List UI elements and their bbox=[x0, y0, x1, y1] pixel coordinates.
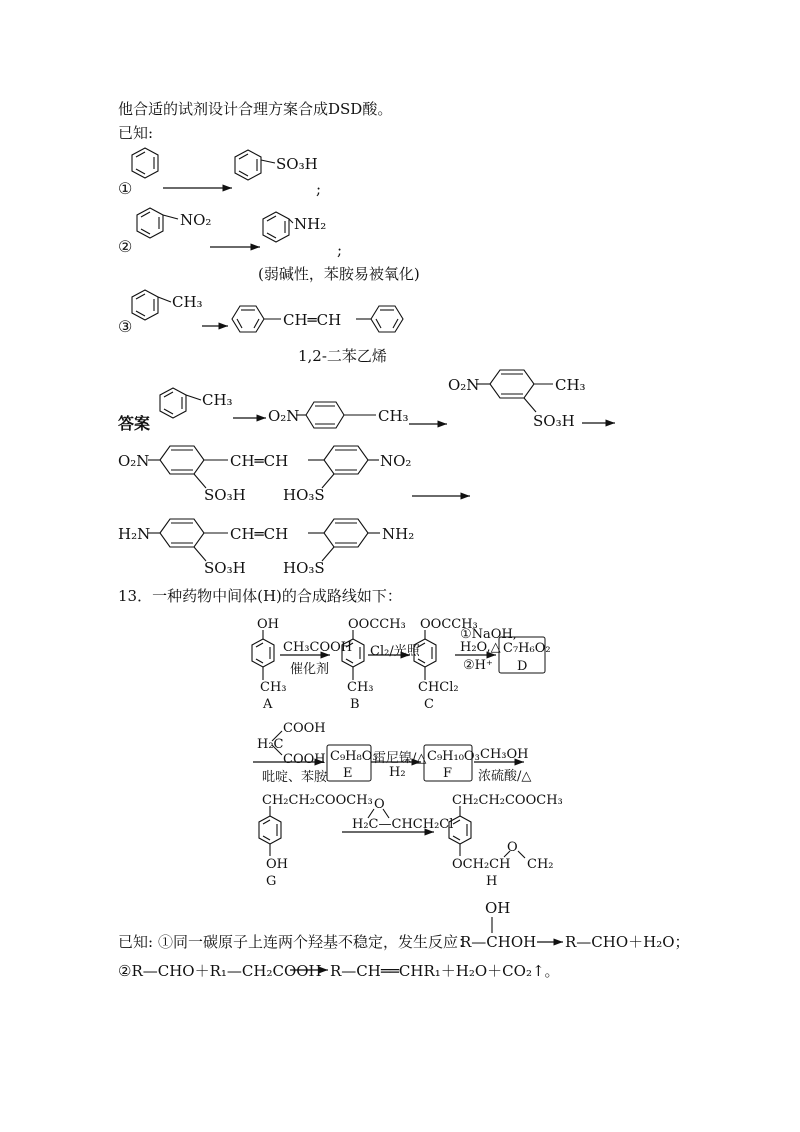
known2-item2-left: ②R—CHO＋R₁—CH₂COOH bbox=[118, 962, 322, 980]
known-1-benzene-product bbox=[235, 150, 275, 180]
q13-row2-arrow3-above: CH₃OH bbox=[480, 747, 529, 762]
answer-step5-sub-left: SO₃H bbox=[204, 559, 246, 577]
q13-B-bottom: CH₃ bbox=[347, 680, 374, 695]
answer-toluene bbox=[160, 388, 201, 418]
q13-F-formula: C₉H₁₀O₃ bbox=[427, 749, 480, 764]
known2-label: 已知: bbox=[118, 933, 154, 951]
q13-row2-arrow2-above: 雷尼镍/△ bbox=[373, 751, 427, 766]
known-2-end: ; bbox=[337, 241, 343, 259]
known-1-marker: ① bbox=[118, 179, 133, 198]
answer-step3-sub: SO₃H bbox=[533, 412, 575, 430]
q13-G-top: CH₂CH₂COOCH₃ bbox=[262, 793, 373, 808]
q13-row3-reagent-epoxide bbox=[368, 809, 389, 818]
q13-C-top: OOCCH₃ bbox=[420, 617, 478, 632]
q13-G-bottom: OH bbox=[266, 857, 288, 872]
q13-F-name: F bbox=[443, 766, 453, 781]
q13-A-name: A bbox=[263, 697, 273, 712]
known-3-toluene bbox=[132, 290, 171, 320]
known2-item1-formula: R—CHOH bbox=[460, 933, 537, 951]
known-3-marker: ③ bbox=[118, 317, 133, 336]
q13-H-bottom-end: CH₂ bbox=[527, 857, 554, 872]
q13-arrow2-above: Cl₂/光照 bbox=[370, 644, 420, 659]
known2-item1-text: ①同一碳原子上连两个羟基不稳定，发生反应： bbox=[158, 933, 474, 951]
q13-malonic-top: COOH bbox=[283, 721, 326, 736]
answer-step1-group: CH₃ bbox=[202, 391, 233, 409]
known-2-aniline bbox=[263, 212, 293, 242]
q13-B-ring bbox=[342, 630, 364, 680]
q13-malonic-acid bbox=[272, 731, 282, 755]
known-3-product-link: CH═CH bbox=[283, 311, 342, 329]
q13-D-box bbox=[499, 637, 545, 673]
known-label: 已知: bbox=[118, 124, 154, 142]
answer-step3-right: CH₃ bbox=[555, 376, 586, 394]
known-2-reactant-group: NO₂ bbox=[180, 211, 212, 229]
answer-step5-sub-right: HO₃S bbox=[283, 559, 325, 577]
q13-row3-arrow-reagent: H₂C—CHCH₂Cl bbox=[352, 817, 454, 832]
known2-item1-product: R—CHO＋H₂O； bbox=[565, 933, 690, 951]
q13-malonic-bottom: COOH bbox=[283, 752, 326, 767]
q13-row2-arrow3-below: 浓硫酸/△ bbox=[478, 769, 532, 784]
q13-A-ring bbox=[252, 630, 274, 680]
q13-arrow3-above2: H₂O,△ bbox=[460, 640, 501, 655]
q13-E-formula: C₉H₈O₃ bbox=[330, 749, 378, 764]
known-2-note: (弱碱性，苯胺易被氧化) bbox=[258, 265, 420, 283]
q13-G-name: G bbox=[266, 874, 277, 889]
q13-H-epoxide-O: O bbox=[507, 840, 518, 855]
known-3-stilbene bbox=[232, 306, 403, 332]
known-1-benzene-reactant bbox=[132, 148, 158, 178]
q13-F-box bbox=[424, 745, 472, 781]
answer-step4-left: O₂N bbox=[118, 452, 150, 470]
answer-step5-link: CH═CH bbox=[230, 525, 289, 543]
answer-step4-sub-left: SO₃H bbox=[204, 486, 246, 504]
known-1-product-group: SO₃H bbox=[276, 155, 318, 173]
q13-H-ring bbox=[449, 806, 525, 858]
q13-row2-arrow2-below: H₂ bbox=[389, 765, 406, 780]
q13-arrow1-above: CH₃COOH bbox=[283, 640, 353, 655]
q13-H-name: H bbox=[486, 874, 498, 889]
q13-C-ring bbox=[414, 630, 436, 680]
answer-label: 答案 bbox=[118, 414, 151, 433]
q13-A-bottom: CH₃ bbox=[260, 680, 287, 695]
q13-G-ring bbox=[259, 806, 281, 856]
known-2-marker: ② bbox=[118, 237, 133, 256]
answer-sulfonated-nitrotoluene bbox=[476, 370, 553, 412]
answer-step2-right: CH₃ bbox=[378, 407, 409, 425]
answer-step3-left: O₂N bbox=[448, 376, 480, 394]
q13-A-top: OH bbox=[257, 617, 279, 632]
q13-arrow3-below: ②H⁺ bbox=[463, 658, 493, 673]
answer-step4-link: CH═CH bbox=[230, 452, 289, 470]
answer-step2-left: O₂N bbox=[268, 407, 300, 425]
known2-item1-oh-top: OH bbox=[485, 899, 511, 917]
answer-step4-right: NO₂ bbox=[380, 452, 412, 470]
q13-C-bottom: CHCl₂ bbox=[418, 680, 459, 695]
q13-E-box bbox=[327, 745, 371, 781]
q13-malonic-mid: H₂C bbox=[257, 737, 284, 752]
answer-nitrotoluene bbox=[296, 402, 376, 428]
known-3-reactant-group: CH₃ bbox=[172, 293, 203, 311]
answer-diaminostilbene-disulfonic bbox=[148, 519, 380, 561]
known-2-nitrobenzene bbox=[137, 208, 178, 238]
q13-H-bottom: OCH₂CH bbox=[452, 857, 511, 872]
known-1-end: ; bbox=[316, 180, 322, 198]
q13-row3-arrow-O: O bbox=[374, 797, 385, 812]
answer-dinitrostilbene-disulfonic bbox=[148, 446, 379, 488]
q13-D-name: D bbox=[517, 659, 528, 674]
q13-arrow3-above1: ①NaOH, bbox=[460, 627, 517, 642]
answer-step5-right: NH₂ bbox=[382, 525, 415, 543]
answer-step5-left: H₂N bbox=[118, 525, 151, 543]
q13-row2-arrow1-below: 吡啶、苯胺 bbox=[262, 770, 328, 785]
q13-D-formula: C₇H₆O₂ bbox=[503, 641, 551, 656]
q13-title: 13．一种药物中间体(H)的合成路线如下： bbox=[118, 587, 402, 605]
known-3-product-name: 1,2-二苯乙烯 bbox=[298, 347, 387, 365]
intro-line: 他合适的试剂设计合理方案合成DSD酸。 bbox=[118, 100, 393, 118]
q13-B-name: B bbox=[350, 697, 360, 712]
answer-step4-sub-right: HO₃S bbox=[283, 486, 325, 504]
q13-arrow1-below: 催化剂 bbox=[290, 662, 330, 677]
q13-E-name: E bbox=[343, 766, 353, 781]
q13-C-name: C bbox=[424, 697, 434, 712]
q13-B-top: OOCCH₃ bbox=[348, 617, 406, 632]
q13-H-top: CH₂CH₂COOCH₃ bbox=[452, 793, 563, 808]
known-2-product-group: NH₂ bbox=[294, 215, 327, 233]
known2-item2-right: R—CH══CHR₁＋H₂O＋CO₂↑。 bbox=[330, 962, 560, 980]
